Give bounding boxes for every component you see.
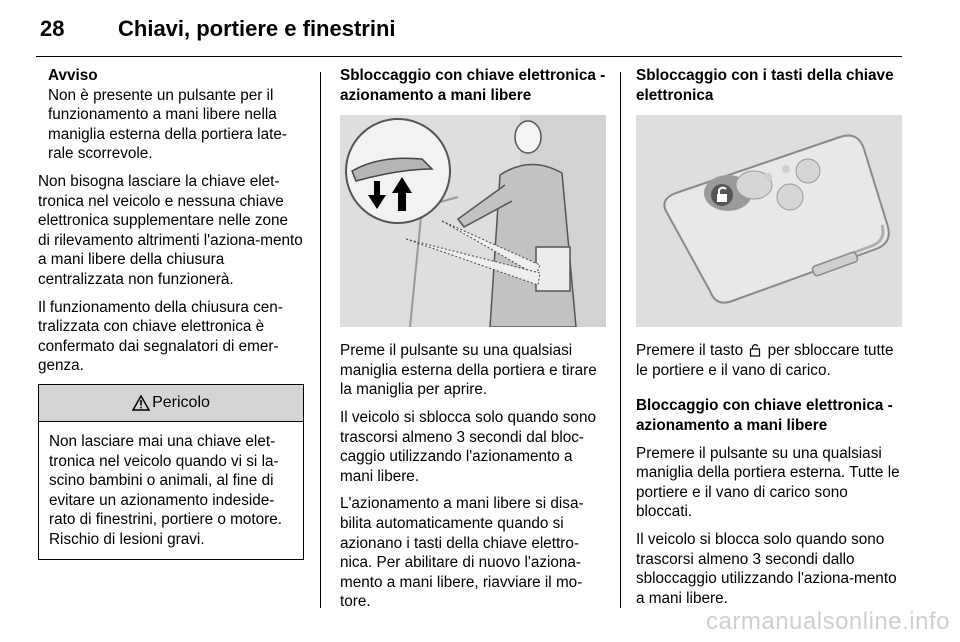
- paragraph: Il veicolo si sblocca solo quando sono trascorsi almeno 3 secondi dal bloc-caggio utilizzando l'azionamento a mani libere.: [340, 408, 596, 485]
- note-text: Non è presente un pulsante per il funzionamento a mani libere nella maniglia esterna della portiera late-rale scorrevole.: [48, 86, 287, 163]
- column-divider: [320, 72, 321, 608]
- paragraph: Il funzionamento della chiusura cen-tralizzata con chiave elettronica è confermato dai segnalatori di emer-genza.: [38, 298, 283, 375]
- column-right: [636, 66, 904, 616]
- section-heading: Sbloccaggio con chiave elettronica - azionamento a mani libere: [340, 67, 606, 104]
- paragraph: Premere il pulsante su una qualsiasi maniglia della portiera esterna. Tutte le portiere e il vano di carico sono bloccati.: [636, 444, 900, 521]
- watermark: carmanualsonline.info: [706, 608, 950, 635]
- warning-text: Non lasciare mai una chiave elet-tronica nel veicolo quando vi si la-scino bambini o animali, al fine di evitare un azionamento indeside-rato di finestrini, portiere o motore. Rischio di lesioni gravi.: [49, 432, 282, 548]
- section-heading: Sbloccaggio con i tasti della chiave elettronica: [636, 67, 894, 104]
- column-divider: [620, 72, 621, 608]
- warning-triangle-icon: [132, 395, 150, 411]
- key-card-illustration: [636, 115, 902, 327]
- paragraph: L'azionamento a mani libere si disa-bilita automaticamente quando si azionano i tasti della chiave elettro-nica. Per abilitare di nuovo l'aziona-mento a mani libere, riavviare il mo-tore.: [340, 495, 584, 611]
- warning-box: [38, 384, 304, 561]
- page-number: 28: [40, 16, 65, 41]
- paragraph: Preme il pulsante su una qualsiasi maniglia esterna della portiera e tirare la maniglia per aprire.: [340, 342, 597, 399]
- section-subheading: Bloccaggio con chiave elettronica - azionamento a mani libere: [636, 397, 893, 434]
- warning-title: Pericolo: [152, 394, 210, 412]
- handsfree-unlock-illustration: [340, 115, 606, 327]
- unlock-icon: [749, 343, 761, 357]
- inline-text: per sbloccare tutte le portiere e il vano di carico.: [636, 342, 894, 379]
- note-title: Avviso: [48, 67, 98, 84]
- page-title: Chiavi, portiere e finestrini: [118, 16, 396, 41]
- paragraph: Non bisogna lasciare la chiave elet-tronica nel veicolo e nessuna chiave elettronica supplementare nelle zone di rilevamento altrimenti l'aziona-mento a mani libere della chiusura centralizzata non funzionerà.: [38, 172, 303, 288]
- paragraph: Il veicolo si blocca solo quando sono trascorsi almeno 3 secondi dallo sbloccaggio utilizzando l'aziona-mento a mani libere.: [636, 530, 897, 607]
- paragraph: [636, 341, 904, 380]
- unlock-button-icon: [711, 184, 733, 206]
- note-block: [38, 66, 304, 164]
- column-left: [38, 66, 304, 560]
- warning-header: [39, 385, 303, 422]
- header-rule: [36, 56, 902, 57]
- inline-text: Premere il tasto: [636, 342, 744, 360]
- column-middle: [340, 66, 606, 620]
